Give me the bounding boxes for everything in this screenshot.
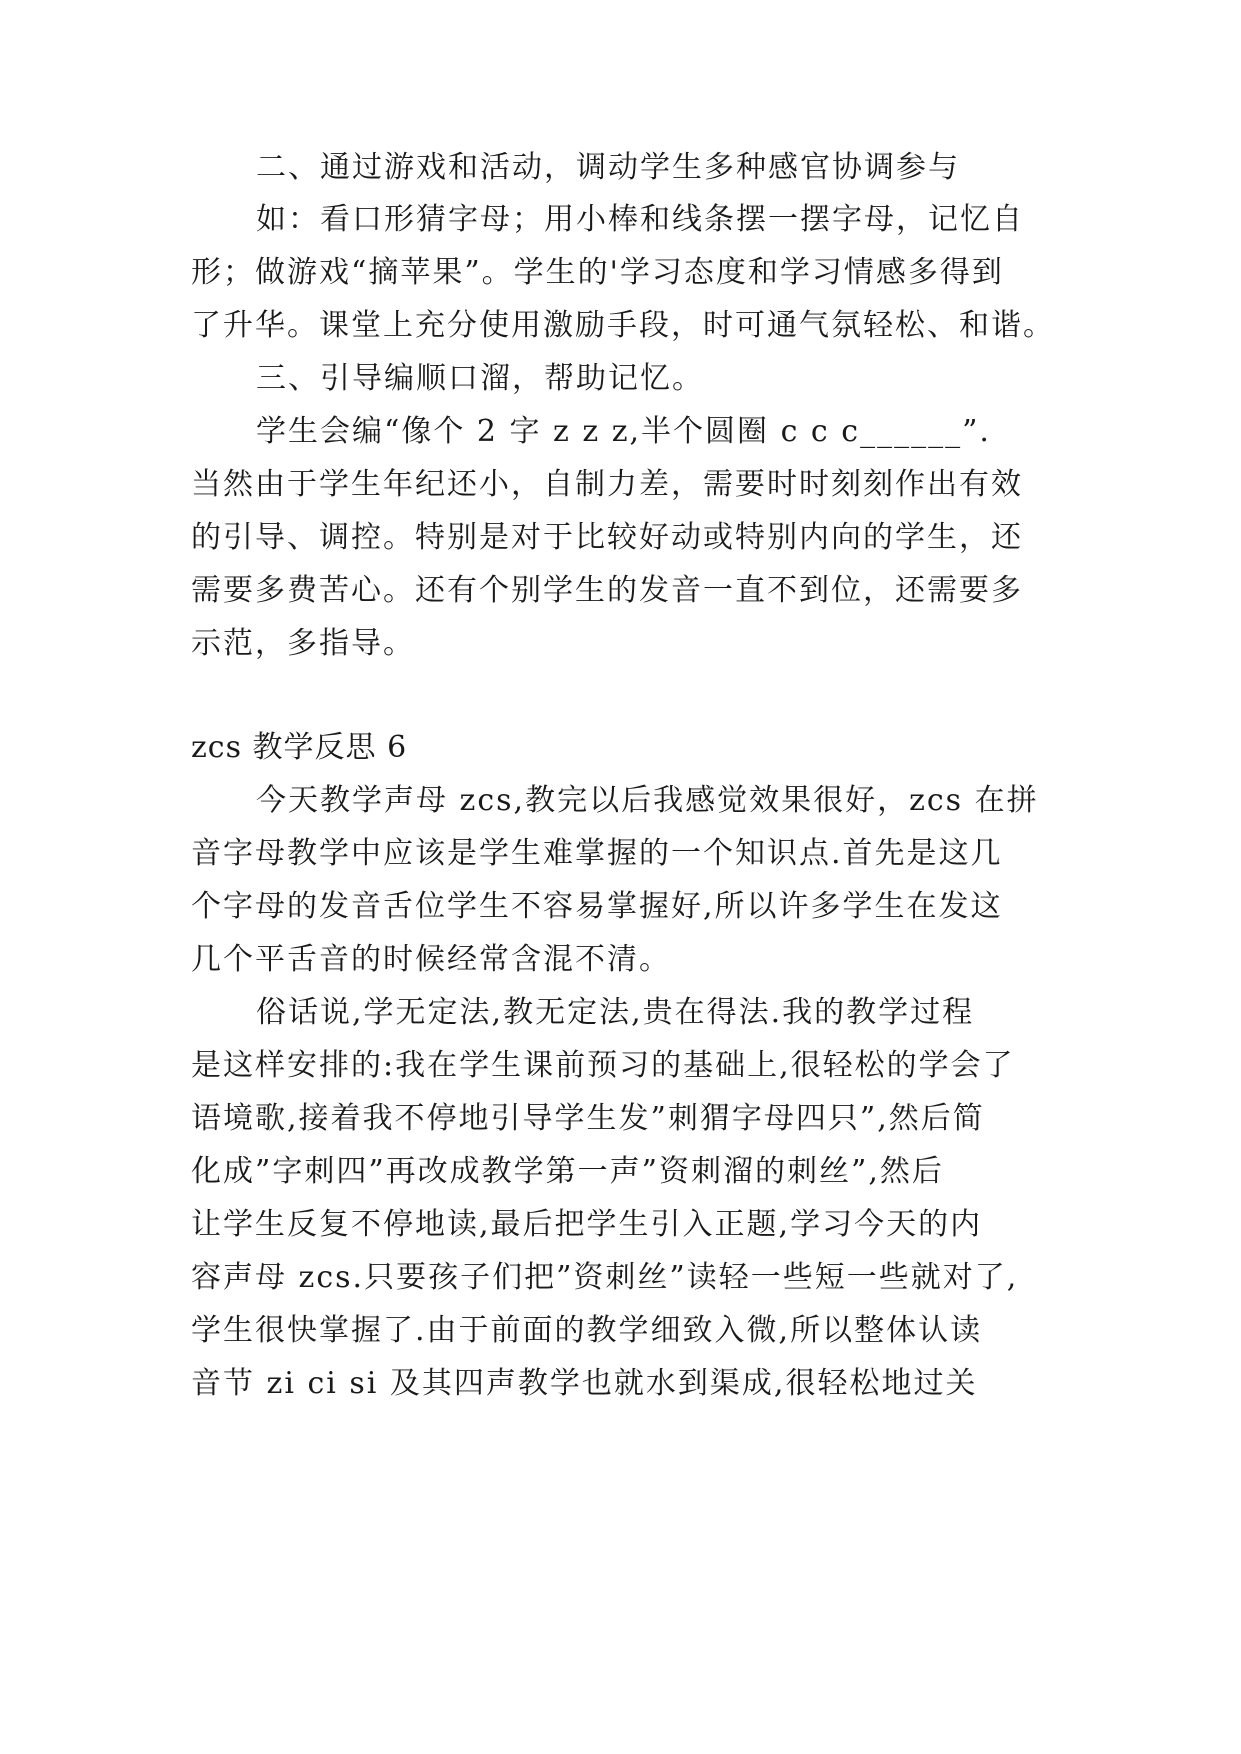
paragraph-line: 化成”字刺四”再改成教学第一声”资刺溜的刺丝”,然后	[191, 1154, 944, 1189]
paragraph-line: 三、引导编顺口溜，帮助记忆。	[256, 361, 704, 396]
paragraph-line: 了升华。课堂上充分使用激励手段，时可通气氛轻松、和谐。	[191, 308, 1055, 343]
paragraph-line: 如：看口形猜字母；用小棒和线条摆一摆字母，记忆自	[256, 202, 1024, 237]
paragraph-line: 是这样安排的:我在学生课前预习的基础上,很轻松的学会了	[191, 1048, 1015, 1083]
paragraph-line: 当然由于学生年纪还小，自制力差，需要时时刻刻作出有效	[191, 467, 1023, 502]
paragraph-line: 俗话说,学无定法,教无定法,贵在得法.我的教学过程	[256, 995, 975, 1030]
paragraph-line: 语境歌,接着我不停地引导学生发”刺猬字母四只”,然后简	[191, 1101, 985, 1136]
paragraph-line: 容声母 zcs.只要孩子们把”资刺丝”读轻一些短一些就对了,	[191, 1260, 1019, 1295]
paragraph-line: 音字母教学中应该是学生难掌握的一个知识点.首先是这几	[191, 836, 1003, 871]
section-heading: zcs 教学反思 6	[191, 730, 408, 765]
paragraph-line: 二、通过游戏和活动，调动学生多种感官协调参与	[256, 150, 960, 185]
paragraph-line: 个字母的发音舌位学生不容易掌握好,所以许多学生在发这	[191, 889, 1003, 924]
paragraph-line: 示范，多指导。	[191, 626, 415, 661]
paragraph-line: 音节 zi ci si 及其四声教学也就水到渠成,很轻松地过关	[191, 1366, 978, 1401]
paragraph-line: 今天教学声母 zcs,教完以后我感觉效果很好，zcs 在拼	[256, 783, 1039, 818]
paragraph-line: 几个平舌音的时候经常含混不清。	[191, 942, 671, 977]
paragraph-line: 让学生反复不停地读,最后把学生引入正题,学习今天的内	[191, 1207, 983, 1242]
paragraph-line: 学生会编“像个 2 字 z z z,半个圆圈 c c c______”.	[256, 414, 991, 449]
paragraph-line: 学生很快掌握了.由于前面的教学细致入微,所以整体认读	[191, 1313, 983, 1348]
paragraph-line: 需要多费苦心。还有个别学生的发音一直不到位，还需要多	[191, 573, 1023, 608]
paragraph-line: 的引导、调控。特别是对于比较好动或特别内向的学生，还	[191, 520, 1023, 555]
paragraph-line: 形；做游戏“摘苹果”。学生的'学习态度和学习情感多得到	[191, 255, 1004, 290]
